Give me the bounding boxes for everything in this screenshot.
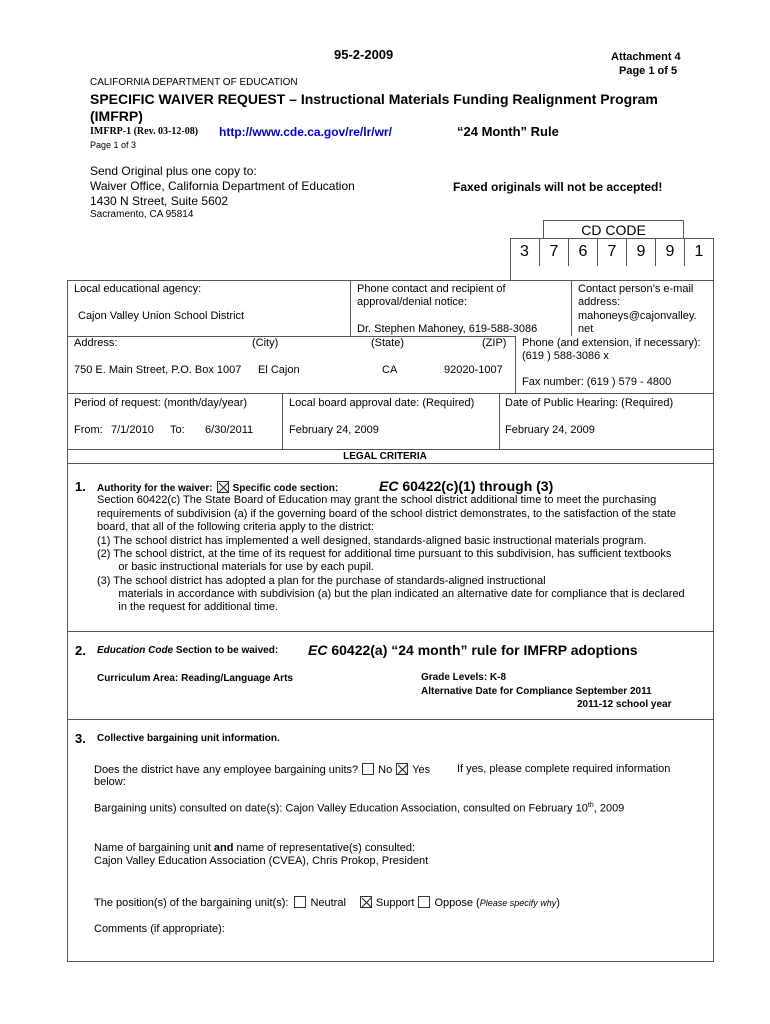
lea-value: Cajon Valley Union School District xyxy=(78,310,245,322)
ordinal-suffix: th xyxy=(587,802,594,809)
s1-criterion-2b: or basic instructional materials for use by each pupil. xyxy=(97,561,374,573)
bargaining-units-question xyxy=(94,763,430,776)
section-3-number: 3. xyxy=(75,731,86,746)
page-counter: Page 1 of 5 xyxy=(619,65,678,77)
s1-paragraph: board, that all of the following criteria apply to the district: xyxy=(97,521,374,533)
cd-code-digit: 1 xyxy=(684,238,713,266)
cd-code-digit: 7 xyxy=(539,238,568,266)
if-yes-note: If yes, please complete required information xyxy=(457,763,671,775)
send-line1: Send Original plus one copy to: xyxy=(90,164,257,178)
attachment-label: Attachment 4 xyxy=(611,51,681,63)
ec-abbrev: EC xyxy=(308,642,328,658)
section-3-title: Collective bargaining unit information. xyxy=(97,733,280,744)
curriculum-area: Curriculum Area: Reading/Language Arts xyxy=(97,673,293,684)
email-value: mahoneys@cajonvalley. xyxy=(578,310,697,322)
name-label-a: Name of bargaining unit xyxy=(94,842,214,854)
hearing-value: February 24, 2009 xyxy=(505,424,595,436)
city-label: (City) xyxy=(252,337,279,349)
document-date: 95-2-2009 xyxy=(334,47,394,62)
position-row xyxy=(94,896,560,909)
s1-paragraph: requirements of subdivision (a) if the governing board of the school district demonstrates, to the satisfaction of the state xyxy=(97,508,677,520)
authority-checkbox[interactable] xyxy=(217,481,229,493)
from-label: From: xyxy=(74,424,103,436)
oppose-close: ) xyxy=(556,897,560,909)
s1-criterion-2: (2) The school district, at the time of its request for additional time pursuant to this subdivision, has sufficient textbooks xyxy=(97,548,672,560)
to-value: 6/30/2011 xyxy=(205,424,254,436)
position-label: The position(s) of the bargaining unit(s): xyxy=(94,897,289,909)
no-checkbox[interactable] xyxy=(362,763,374,775)
name-label-b: name of representative(s) consulted: xyxy=(233,842,416,854)
specify-why: Please specify why xyxy=(479,898,557,908)
s1-criterion-3: (3) The school district has adopted a plan for the purchase of standards-aligned instructional xyxy=(97,575,546,587)
zip-label: (ZIP) xyxy=(482,337,507,349)
page-title-line2: (IMFRP) xyxy=(90,108,143,124)
school-year: 2011-12 school year xyxy=(577,699,672,710)
address-label: Address: xyxy=(74,337,118,349)
name-label-and: and xyxy=(213,842,234,854)
phone-contact-label: Phone contact and recipient of xyxy=(357,283,506,295)
send-line2: Waiver Office, California Department of Education xyxy=(90,179,355,193)
cd-code-digit: 6 xyxy=(568,238,597,266)
comments-label: Comments (if appropriate): xyxy=(94,923,225,935)
form-id: IMFRP-1 (Rev. 03-12-08) xyxy=(90,126,199,137)
s1-criterion-3c: in the request for additional time. xyxy=(97,601,278,613)
state-label: (State) xyxy=(371,337,405,349)
yes-label: Yes xyxy=(412,764,431,776)
s1-paragraph: Section 60422(c) The State Board of Education may grant the school district additional time to meet the purchasing xyxy=(97,494,657,506)
board-approval-label: Local board approval date: (Required) xyxy=(289,397,475,409)
consulted-year: , 2009 xyxy=(593,802,625,815)
section-1-number: 1. xyxy=(75,479,86,494)
code-section-label: Specific code section: xyxy=(232,483,339,494)
section-1-code xyxy=(379,478,553,494)
period-label: Period of request: (month/day/year) xyxy=(74,397,248,409)
neutral-checkbox[interactable] xyxy=(294,896,306,908)
ec-abbrev: EC xyxy=(379,478,399,494)
fax-number: Fax number: (619 ) 579 - 4800 xyxy=(522,376,672,388)
section-waived-value: 60422(a) “24 month” rule for IMFRP adoptions xyxy=(331,642,638,658)
alt-compliance-date: Alternative Date for Compliance September 2011 xyxy=(421,686,652,697)
phone-ext-label: Phone (and extension, if necessary): xyxy=(522,337,701,349)
s1-criterion-3b: materials in accordance with subdivision (a) but the plan indicated an alternative date for compliance that is declared xyxy=(97,588,685,600)
section-2-label xyxy=(97,645,278,656)
lea-label: Local educational agency: xyxy=(74,283,202,295)
code-section-value: 60422(c)(1) through (3) xyxy=(402,478,554,494)
waiver-url-link[interactable]: http://www.cde.ca.gov/re/lr/wr/ xyxy=(219,125,392,139)
phone-contact-value: Dr. Stephen Mahoney, 619-588-3086 xyxy=(357,323,538,335)
cd-code-digit: 7 xyxy=(597,238,626,266)
page-small: Page 1 of 3 xyxy=(90,140,137,150)
bargaining-unit-name-label xyxy=(94,842,415,854)
to-label: To: xyxy=(170,424,185,436)
support-checkbox[interactable] xyxy=(360,896,372,908)
oppose-label: Oppose ( xyxy=(434,897,480,909)
cd-code-digit: 9 xyxy=(626,238,655,266)
consulted-text: Bargaining units) consulted on date(s): Cajon Valley Education Association, consulted on February 10 xyxy=(94,802,588,815)
below-label: below: xyxy=(94,776,126,788)
from-value: 7/1/2010 xyxy=(111,424,154,436)
bargaining-unit-name-value: Cajon Valley Education Association (CVEA), Chris Prokop, President xyxy=(94,855,429,867)
cd-code-digit: 3 xyxy=(520,243,529,260)
grade-levels: Grade Levels: K-8 xyxy=(421,672,507,683)
send-line4: Sacramento, CA 95814 xyxy=(90,209,194,220)
address-value: 750 E. Main Street, P.O. Box 1007 xyxy=(74,364,242,376)
fax-warning: Faxed originals will not be accepted! xyxy=(453,180,663,194)
city-value: El Cajon xyxy=(258,364,300,376)
neutral-label: Neutral xyxy=(310,897,346,909)
hearing-label: Date of Public Hearing: (Required) xyxy=(505,397,674,409)
cd-code-digit: 9 xyxy=(655,238,684,266)
no-label: No xyxy=(378,764,393,776)
phone-ext-value: (619 ) 588-3086 x xyxy=(522,350,609,362)
section-waived-label: Section to be waived: xyxy=(175,645,279,656)
legal-criteria-heading: LEGAL CRITERIA xyxy=(343,451,427,462)
cd-code-header xyxy=(543,220,684,239)
bargaining-question-text: Does the district have any employee bargaining units? xyxy=(94,764,359,776)
oppose-checkbox[interactable] xyxy=(418,896,430,908)
phone-contact-label-2: approval/denial notice: xyxy=(357,296,468,308)
send-line3: 1430 N Street, Suite 5602 xyxy=(90,194,229,208)
section-2-number: 2. xyxy=(75,643,86,658)
authority-label: Authority for the waiver: xyxy=(97,483,213,494)
section-2-code xyxy=(308,642,638,658)
consulted-dates xyxy=(94,802,624,815)
yes-checkbox[interactable] xyxy=(396,763,408,775)
s1-criterion-1: (1) The school district has implemented a well designed, standards-aligned basic instructional materials program. xyxy=(97,535,647,547)
email-label-2: address: xyxy=(578,296,621,308)
section-1-row xyxy=(97,481,338,494)
page-title: SPECIFIC WAIVER REQUEST – Instructional Materials Funding Realignment Program xyxy=(90,91,658,107)
email-value-2: net xyxy=(578,323,594,335)
zip-value: 92020-1007 xyxy=(444,364,503,376)
department-name: CALIFORNIA DEPARTMENT OF EDUCATION xyxy=(90,77,298,88)
board-approval-value: February 24, 2009 xyxy=(289,424,379,436)
cd-code-label: CD CODE xyxy=(581,222,646,238)
rule-label: “24 Month” Rule xyxy=(457,124,559,139)
support-label: Support xyxy=(375,897,415,909)
email-label: Contact person’s e-mail xyxy=(578,283,694,295)
state-value: CA xyxy=(382,364,398,376)
education-code-label: Education Code xyxy=(97,645,174,656)
